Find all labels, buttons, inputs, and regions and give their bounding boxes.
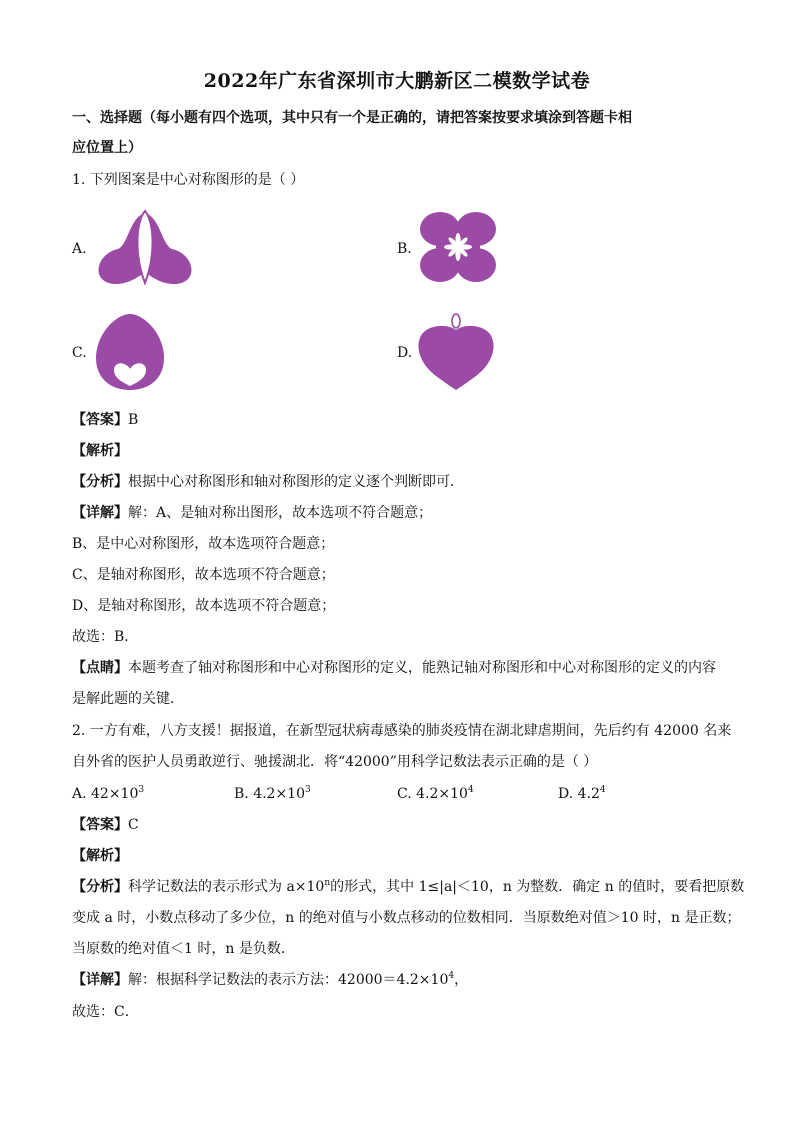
q2-final-choice: 故选：C． (72, 1004, 139, 1020)
q2-stem-line2: 自外省的医护人员勇敢逆行、驰援湖北．将“42000”用科学记数法表示正确的是（ ） (72, 754, 598, 770)
q2-stem-line1: 2. 一方有难，八方支援！据报道，在新型冠状病毒感染的肺炎疫情在湖北肆虐期间，先后约有 42000 名来 (72, 723, 732, 739)
q1-xiangjie (72, 503, 732, 523)
q2-option-c (397, 784, 474, 804)
q1-dianjing-line2: 是解此题的关键． (72, 691, 184, 707)
q1-option-a-label: A. (72, 241, 87, 257)
q1-detail-d: D、是轴对称图形，故本选项不符合题意； (72, 598, 336, 614)
q1-final-choice: 故选：B． (72, 629, 139, 645)
q1-answer-tag: 【答案】 (72, 412, 128, 428)
q2-analysis-tag: 【解析】 (72, 848, 128, 864)
q2-answer (72, 815, 732, 835)
q1-stem: 1. 下列图案是中心对称图形的是（ ） (72, 172, 305, 188)
q1-dianjing-tag: 【点睛】 (72, 660, 128, 676)
q1-xiangjie-text: 解：A、是轴对称出图形，故本选项不符合题意； (128, 505, 433, 521)
q1-fenxi-tag: 【分析】 (72, 474, 128, 490)
q1-answer-value: B (128, 412, 139, 428)
q1-fenxi-text: 根据中心对称图形和轴对称图形的定义逐个判断即可． (128, 474, 464, 490)
q1-fenxi (72, 472, 732, 492)
q2-option-d-label: D. 4.2 (558, 786, 600, 802)
q2-fenxi-tag: 【分析】 (72, 879, 128, 895)
q2-xiangjie (72, 970, 732, 990)
q2-fenxi-line3: 当原数的绝对值＜1 时，n 是负数． (72, 941, 295, 957)
q2-fenxi-line2: 变成 a 时，小数点移动了多少位，n 的绝对值与小数点移动的位数相同．当原数绝对值＞10 时，n 是正数； (72, 910, 741, 926)
q1-xiangjie-tag: 【详解】 (72, 505, 128, 521)
q1-figure-d (416, 312, 496, 392)
q2-answer-tag: 【答案】 (72, 817, 128, 833)
q2-option-b-exp: 3 (305, 785, 311, 795)
q2-fenxi-text1a: 科学记数法的表示形式为 a×10 (128, 879, 325, 895)
q2-option-b-label: B. 4.2×10 (234, 786, 305, 802)
q2-fenxi-line1 (72, 877, 745, 897)
q2-option-b (234, 784, 311, 804)
q1-option-b-label: B. (397, 241, 412, 257)
section-heading-line1: 一、选择题（每小题有四个选项，其中只有一个是正确的，请把答案按要求填涂到答题卡相 (72, 110, 632, 126)
q2-option-d (558, 784, 606, 804)
q2-option-a-label: A. 42×10 (72, 786, 139, 802)
q2-option-d-exp: 4 (599, 785, 606, 795)
q1-option-c-label: C. (72, 345, 87, 361)
q2-fenxi-exp: n (324, 878, 331, 888)
page-title: 2022年广东省深圳市大鹏新区二模数学试卷 (203, 70, 591, 92)
q2-option-c-exp: 4 (467, 785, 474, 795)
q2-xiangjie-exp: 4 (448, 971, 455, 981)
q1-figure-b (418, 211, 498, 283)
q2-fenxi-text1b: 的形式，其中 1≤|a|＜10，n 为整数．确定 n 的值时，要看把原数 (330, 879, 745, 895)
q1-figure-c (94, 312, 166, 392)
q1-analysis-tag: 【解析】 (72, 443, 128, 459)
q1-figure-a (94, 207, 196, 287)
q2-option-a-exp: 3 (138, 785, 145, 795)
q2-answer-value: C (128, 817, 139, 833)
q2-xiangjie-text-b: ， (454, 972, 469, 988)
q2-xiangjie-tag: 【详解】 (72, 972, 128, 988)
q1-option-d-label: D. (397, 345, 413, 361)
section-heading-line2: 应位置上） (72, 140, 142, 156)
q1-answer (72, 410, 732, 430)
q1-dianjing-text1: 本题考查了轴对称图形和中心对称图形的定义，能熟记轴对称图形和中心对称图形的定义的内容 (128, 660, 716, 676)
q1-detail-b: B、是中心对称图形，故本选项符合题意； (72, 536, 335, 552)
q1-dianjing (72, 658, 732, 678)
q2-option-c-label: C. 4.2×10 (397, 786, 468, 802)
q2-xiangjie-text-a: 解：根据科学记数法的表示方法：42000＝4.2×10 (128, 972, 449, 988)
q1-detail-c: C、是轴对称图形，故本选项不符合题意； (72, 567, 335, 583)
q2-option-a (72, 784, 144, 804)
